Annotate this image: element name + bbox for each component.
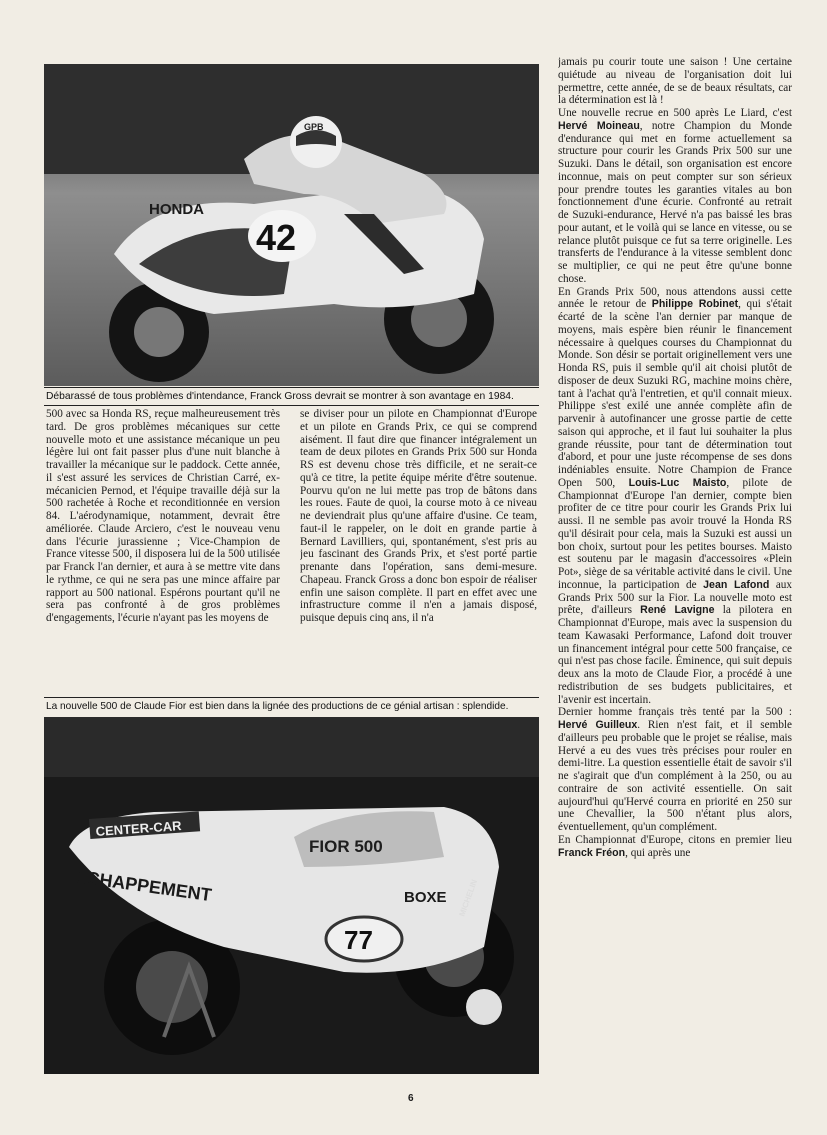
right-paragraph-3: En Grands Prix 500, nous attendons aussi cette année le retour de Philippe Robinet, qui s'était écarté de la scène l'an dernier par manque de moyens, mais espère bien réunir le financement nécessaire à quelques courses du Championnat du Monde. Son désir se portait originellement vers une Honda RS, puis il semble qu'il ait choisi plutôt de disposer de deux Suzuki RG, machine moins chère, tant à l'achat qu'à l'entretien, et qu'il connait mieux. Philippe s'est exilé une année complète afin de parvenir à autofinancer une grosse partie de cette saison qui approche, et il faut lui souhaiter la plus grande réussite, pour tant de détermination tout d'abord, et pour une juste récompense de ses dons indéniables ensuite. Notre Champion de France Open 500, Louis-Luc Maisto, pilote de Championnat d'Europe l'an dernier, compte bien profiter de ce titre pour courir les Grands Prix lui aussi. Il ne semble pas avoir trouvé la Honda RS qu'il désirait pour cela, mais la Suzuki est aussi un bon choix, surtout pour les petites bourses. Maisto est soutenu par le magasin d'accessoires «Plein Pot», siège de sa véritable activité dans le civil. Une inconnue, la participation de Jean Lafond aux Grands Prix 500 sur la Fior. La nouvelle moto est prête, d'ailleurs René Lavigne la pilotera en Championnat d'Europe, mais avec la suspension du team Kawasaki Performance, Lafond doit trouver un financement intégral pour cette 500 française, ce qui n'est pas chose facile. Éminence, qui suit depuis deux ans la moto de Claude Fior, a procédé à une redistribution de ses budgets publicitaires, et l'avenir est incertain.: [558, 285, 792, 706]
tyre-text: MICHELIN: [457, 878, 480, 918]
name-franck-freon: Franck Fréon: [558, 846, 626, 859]
photo-caption-bottom: La nouvelle 500 de Claude Fior est bien dans la lignée des productions de ce génial artisan : splendide.: [46, 701, 509, 712]
race-number-77: 77: [344, 925, 373, 955]
middle-column: [300, 408, 537, 694]
right-column: [558, 56, 792, 1086]
name-herve-moineau: Hervé Moineau: [558, 119, 640, 132]
sponsor-center-car: CENTER-CAR: [95, 818, 182, 839]
photo-honda-42: [44, 64, 539, 386]
fior-500-bike-image: [44, 717, 539, 1074]
photo-caption-top: Débarassé de tous problèmes d'intendance, Franck Gross devrait se montrer à son avantage en 1984.: [46, 391, 514, 402]
right-paragraph-4: Dernier homme français très tenté par la 500 : Hervé Guilleux. Rien n'est fait, et il semble d'ailleurs peu probable que le projet se réalise, mais Hervé a eu des vues très précises pour rouler en demi-litre. La question essentielle était de savoir s'il ne s'agirait que d'un complément à la 250, ou au contraire de son activité essentielle. On sait aujourd'hui qu'Hervé courra en priorité en 250 sur une Chevallier, la 500 n'étant plus alors, éventuellement, qu'un complément.: [558, 706, 792, 833]
fairing-text: HONDA: [149, 201, 204, 218]
left-column-paragraph: 500 avec sa Honda RS, reçue malheureusement très tard. De gros problèmes mécaniques sur cette nouvelle moto et une assistance mécanique un peu légère lui ont fait passer plus d'une nuit blanche à travailler la mécanique sur le paddock. Cette année, il s'est assuré les services de Christian Carré, ex-mécanicien Pernod, et l'équipe travaille déjà sur la 500 rachetée à Roche et reconditionnée en version 84. L'aérodynamique, notamment, devrait être améliorée. Claude Arciero, c'est le nouveau venu dans l'écurie jurassienne ; Vice-Champion de France vitesse 500, il disposera lui de la 500 utilisée par Franck l'an dernier, et aura à se mettre vite dans le rythme, ce qui ne sera pas une mince affaire par rapport au 500 national. Espérons pourtant qu'il ne sera pas confronté à de gros problèmes d'engagements, l'écurie n'ayant pas les moyens de: [46, 408, 280, 624]
name-louis-luc-maisto: Louis-Luc Maisto: [628, 476, 727, 489]
caption-rule-top-bottom: [44, 405, 539, 406]
honda-race-bike-image: [44, 64, 539, 386]
helmet-text: GPB: [304, 122, 324, 132]
name-philippe-robinet: Philippe Robinet: [651, 298, 739, 311]
name-rene-lavigne: René Lavigne: [640, 604, 715, 617]
left-column: [46, 408, 280, 694]
right-paragraph-1: jamais pu courir toute une saison ! Une certaine quiétude au niveau de l'organisation doit lui permettre, cette année, de se de beaux résultats, car la détermination est là !: [558, 56, 792, 107]
race-number-42: 42: [256, 217, 297, 258]
caption-rule-bottom: [44, 697, 539, 698]
right-paragraph-5: En Championnat d'Europe, citons en premier lieu Franck Fréon, qui après une: [558, 833, 792, 859]
middle-column-paragraph: se diviser pour un pilote en Championnat d'Europe et un pilote en Grands Prix, ce qui se comprend aisément. Il faut dire que financer intégralement un team de deux pilotes en Grands Prix 500 sur Honda RS est devenu chose très difficile, et ne serait-ce qu'à ce titre, la petite équipe mérite d'être soutenue. Pourvu qu'on ne lui mette pas trop de bâtons dans les roues. Faute de quoi, la course moto à ce niveau ne deviendrait plus qu'une affaire d'usine. Ce team, faut-il le rappeler, on le doit en grande partie à Bernard Lavilliers, qui, spontanément, s'est pris au jeu fascinant des Grands Prix, et s'est porté partie prenante dans l'opération, sans demi-mesure. Chapeau. Franck Gross a donc bon espoir de réaliser enfin une saison complète. Il part en effet avec une infrastructure comme il n'en a jamais disposé, puisque depuis cinq ans, il n'a: [300, 408, 537, 624]
name-herve-guilleux: Hervé Guilleux: [558, 719, 638, 731]
right-paragraph-2: Une nouvelle recrue en 500 après Le Liard, c'est Hervé Moineau, notre Champion du Monde d'endurance qui met en forme actuellement sa structure pour courir les Grands Prix 500 sur une Suzuki. Dans le détail, son organisation est encore inconnue, mais on peut compter sur son sérieux pour prendre toutes les garanties vitales au bon fonctionnement d'une écurie. Confronté au retrait de Suzuki-endurance, Hervé n'a pas baissé les bras pour autant, et le voilà qui se lance en vitesse, ou se relance plutôt puisque ce fut sa terre originelle. Les transferts de l'endurance à la vitesse semblent donc se multiplier, ce qui ne peut être qu'une bonne chose.: [558, 107, 792, 285]
name-jean-lafond: Jean Lafond: [703, 578, 770, 591]
tank-text-fior-500: FIOR 500: [309, 837, 383, 856]
caption-rule-top: [44, 387, 539, 388]
sponsor-echappement: ECHAPPEMENT: [73, 866, 213, 906]
sponsor-boxe: BOXE: [404, 889, 447, 906]
page-number: 6: [408, 1093, 414, 1104]
photo-fior-500: [44, 717, 539, 1074]
